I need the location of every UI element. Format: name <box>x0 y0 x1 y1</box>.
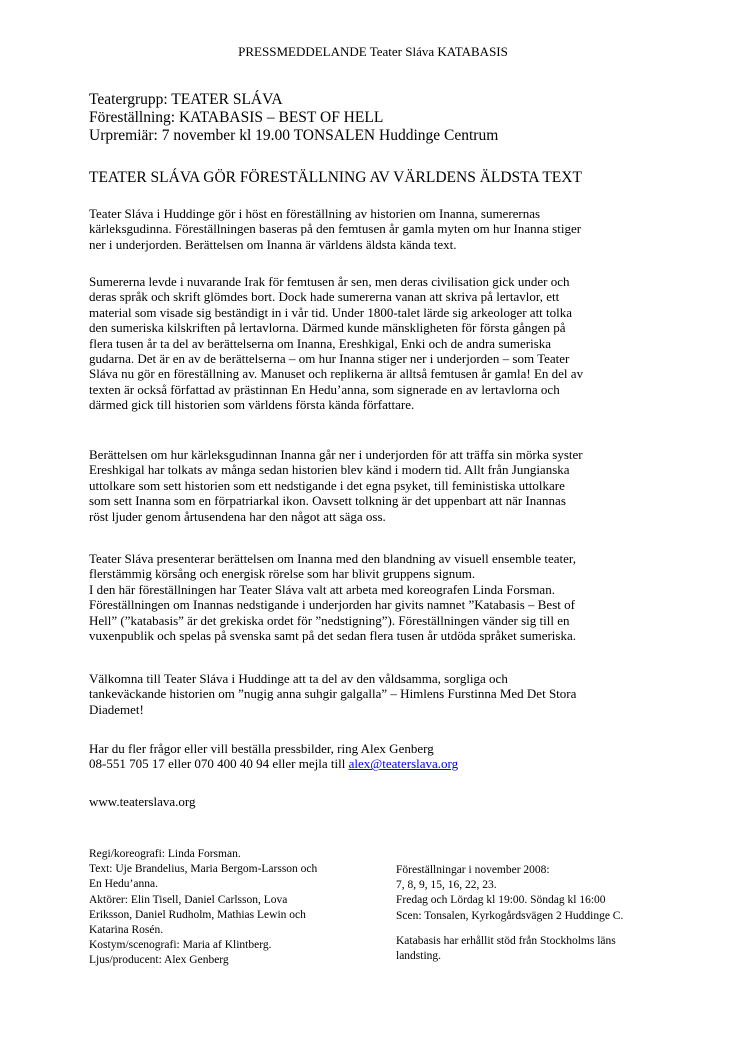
text-line: Ereshkigal har tolkats av många sedan historien blev känd i modern tid. Allt från Jungianska <box>89 462 570 478</box>
text-line: Föreställningen om Inannas nedstigande i underjorden har givits namnet ”Katabasis – Best of <box>89 597 575 613</box>
performance-line: Scen: Tonsalen, Kyrkogårdsvägen 2 Huddinge C. <box>396 909 624 922</box>
credit-line: Katarina Rosén. <box>89 924 164 937</box>
performance-line: 7, 8, 9, 15, 16, 22, 23. <box>396 879 497 892</box>
premiere-info: Urpremiär: 7 november kl 19.00 TONSALEN Huddinge Centrum <box>89 127 499 144</box>
page-header: PRESSMEDDELANDE Teater Sláva KATABASIS <box>238 44 508 59</box>
headline: TEATER SLÁVA GÖR FÖRESTÄLLNING AV VÄRLDENS ÄLDSTA TEXT <box>89 169 582 186</box>
credits-list <box>89 847 379 969</box>
credit-line: Regi/koreografi: Linda Forsman. <box>89 848 241 860</box>
text-line: texten är också författad av prästinnan En Hedu’anna, som signerade en av lertavlorna och <box>89 381 560 397</box>
text-line: Diademet! <box>89 701 144 717</box>
support-line: Katabasis har erhållit stöd från Stockholms läns <box>396 934 616 947</box>
text-line: deras språk och skrift glömdes bort. Dock hade sumererna vanan att skriva på lertavlor, ett <box>89 289 560 305</box>
text-line: I den här föreställningen har Teater Sláva valt att arbeta med koreografen Linda Forsman. <box>89 581 555 597</box>
performance-line: Fredag och Lördag kl 19:00. Söndag kl 16:00 <box>396 894 606 907</box>
paragraph-welcome <box>89 671 669 717</box>
text-line: uttolkare som sett historien som ett nedstigande i det egna psyket, till feministiska uttolkare <box>89 477 565 493</box>
text-line: som sett Inanna som en förpatriarkal ikon. Oavsett tolkning är det uppenbart att när Inannas <box>89 493 566 509</box>
show-title: Föreställning: KATABASIS – BEST OF HELL <box>89 109 384 126</box>
text-line: flerstämmig körsång och energisk rörelse som har blivit gruppens signum. <box>89 566 476 582</box>
contact-line: Har du fler frågor eller vill beställa pressbilder, ring Alex Genberg <box>89 741 434 756</box>
contact-line <box>89 756 669 771</box>
text-line: flera tusen år ta del av berättelserna om Inanna, Ereshkigal, Enki och de andra sumeriska <box>89 335 552 351</box>
performance-line: Föreställningar i november 2008: <box>396 864 550 876</box>
support-line: landsting. <box>396 950 442 963</box>
text-line: Välkomna till Teater Sláva i Huddinge att ta del av den våldsamma, sorgliga och <box>89 671 508 686</box>
email-link[interactable]: alex@teaterslava.org <box>348 756 459 772</box>
credit-line: Eriksson, Daniel Rudholm, Mathias Lewin och <box>89 908 306 921</box>
paragraph-intro <box>89 206 669 252</box>
text-line: Teater Sláva i Huddinge gör i höst en föreställning av historien om Inanna, sumerernas <box>89 206 541 221</box>
contact-info <box>89 741 669 772</box>
text-line: vuxenpublik och spelas på svenska samt på det sedan flera tusen år utdöda språket sumeriska. <box>89 628 576 644</box>
text-line: ner i underjorden. Berättelsen om Inanna är världens äldsta kända text. <box>89 236 457 252</box>
text-line: Hell” (”katabasis” är det grekiska ordet för ”nedstigning”). Föreställningen vänder sig till en <box>89 612 570 628</box>
phone-numbers: 08-551 705 17 eller 070 400 40 94 eller mejla till <box>89 756 349 772</box>
credit-line: Kostym/scenografi: Maria af Klintberg. <box>89 939 272 952</box>
performance-info <box>396 863 696 964</box>
text-line: Sumererna levde i nuvarande Irak för femtusen år sen, men deras civilisation gick under och <box>89 274 570 289</box>
production-info <box>89 91 689 145</box>
credit-line: Text: Uje Brandelius, Maria Bergom-Larsson och <box>89 863 318 876</box>
text-line: den sumeriska kilskriften på lertavlorna. Därmed kunde mänskligheten för första gången på <box>89 320 566 336</box>
spacer <box>396 924 696 934</box>
text-line: Sláva nu gör en föreställning av. Manuset och replikerna är alltså femtusen år gamla! En del av <box>89 366 584 382</box>
website-link: www.teaterslava.org <box>89 794 196 809</box>
text-line: därmed gick till historien som världens första kända författare. <box>89 397 415 413</box>
text-line: kärleksgudinna. Föreställningen baseras på den femtusen år gamla myten om hur Inanna stiger <box>89 221 582 237</box>
credit-line: Aktörer: Elin Tisell, Daniel Carlsson, Lova <box>89 893 288 906</box>
text-line: tankeväckande historien om ”nugig anna suhgir galgalla” – Himlens Furstinna Med Det Stora <box>89 686 577 702</box>
paragraph-interpretation <box>89 447 669 524</box>
credit-line: Ljus/producent: Alex Genberg <box>89 954 229 967</box>
text-line: Teater Sláva presenterar berättelsen om Inanna med den blandning av visuell ensemble teater, <box>89 551 576 566</box>
text-line: gudarna. Det är en av de berättelserna – om hur Inanna stiger ner i underjorden – som Teater <box>89 351 570 367</box>
paragraph-production <box>89 551 669 643</box>
paragraph-history <box>89 274 669 413</box>
theatre-group: Teatergrupp: TEATER SLÁVA <box>89 91 283 108</box>
text-line: Berättelsen om hur kärleksgudinnan Inanna går ner i underjorden för att träffa sin mörka syster <box>89 447 583 462</box>
text-line: material som visade sig beständigt in i vår tid. Under 1800-talet lärde sig arkeologer att tolka <box>89 304 573 320</box>
credit-line: En Hedu’anna. <box>89 878 158 891</box>
text-line: röst ljuder genom årtusendena har den något att säga oss. <box>89 508 386 524</box>
